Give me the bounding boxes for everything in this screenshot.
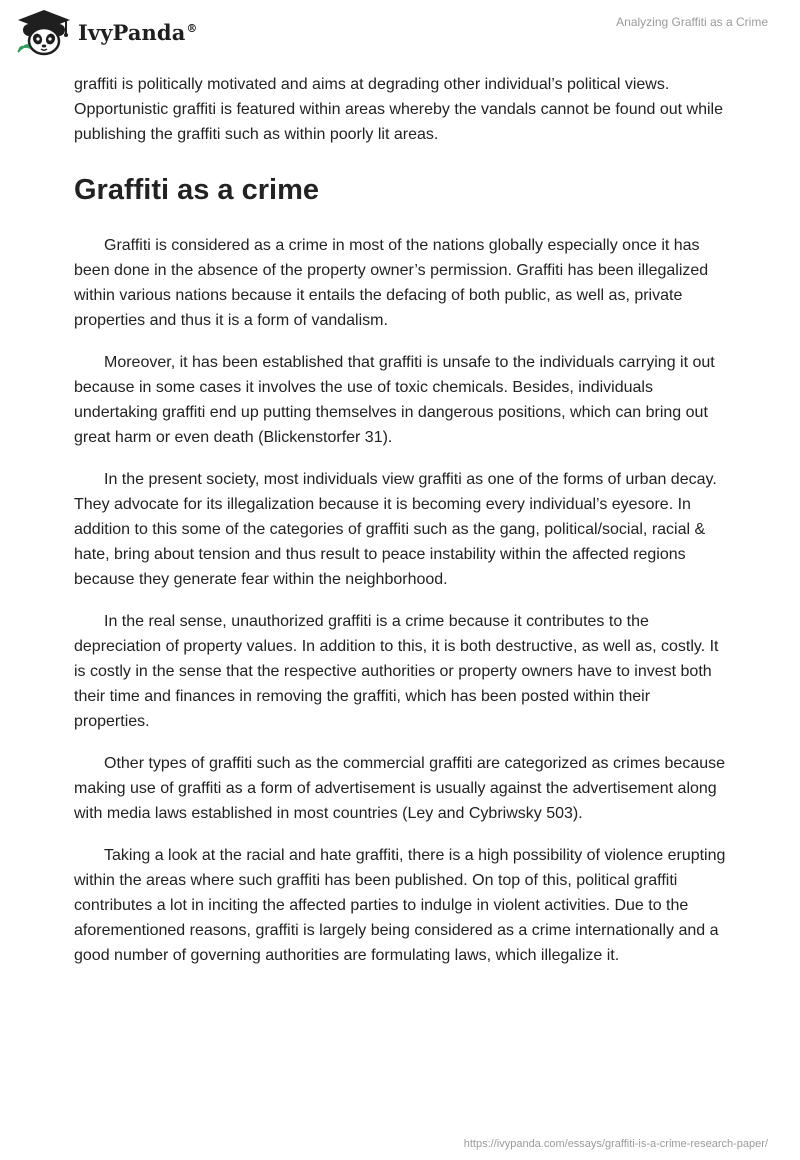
body-paragraph: Taking a look at the racial and hate graffiti, there is a high possibility of violence erupting within the areas where such graffiti has been published. On top of this, political graffiti contributes a lot in inciting the affected parties to indulge in violent activities. Due to the aforementioned reasons, graffiti is largely being considered as a crime internationally and a good number of governing authorities are formulating laws, which illegalize it. xyxy=(74,847,726,964)
logo-text xyxy=(78,20,198,45)
ivypanda-logo[interactable] xyxy=(14,8,198,58)
body-paragraph: Other types of graffiti such as the commercial graffiti are categorized as crimes because making use of graffiti as a form of advertisement is usually against the advertisement along with media laws established in most countries (Ley and Cybriwsky 503). xyxy=(74,755,726,822)
logo-wordmark: IvyPanda xyxy=(78,20,186,45)
panda-graduate-icon xyxy=(14,8,74,58)
registered-mark: ® xyxy=(186,22,198,35)
body-paragraph: In the present society, most individuals view graffiti as one of the forms of urban decay. They advocate for its illegalization because it is becoming every individual’s eyesore. In addition to this some of the categories of graffiti such as the gang, political/social, racial & hate, bring about tension and thus result to peace instability within the affected regions because they generate fear within the neighborhood. xyxy=(74,471,717,588)
body-paragraph: In the real sense, unauthorized graffiti is a crime because it contributes to the depreciation of property values. In addition to this, it is both destructive, as well as, costly. It is costly in the sense that the respective authorities or property owners have to invest both their time and finances in removing the graffiti, which has been posted within their properties. xyxy=(74,613,719,730)
document-title: Analyzing Graffiti as a Crime xyxy=(616,15,768,29)
section-heading: Graffiti as a crime xyxy=(74,174,319,206)
page-header xyxy=(0,0,800,60)
body-paragraph: Graffiti is considered as a crime in most of the nations globally especially once it has been done in the absence of the property owner’s permission. Graffiti has been illegalized within various nations because it entails the defacing of both public, as well as, private properties and thus it is a form of vandalism. xyxy=(74,237,709,329)
source-url[interactable]: https://ivypanda.com/essays/graffiti-is-a-crime-research-paper/ xyxy=(463,1138,768,1150)
lead-paragraph: graffiti is politically motivated and aims at degrading other individual’s political views. Opportunistic graffiti is featured within areas whereby the vandals cannot be found out while publishing the graffiti such as within poorly lit areas. xyxy=(74,76,723,143)
body-paragraph: Moreover, it has been established that graffiti is unsafe to the individuals carrying it out because in some cases it involves the use of toxic chemicals. Besides, individuals undertaking graffiti end up putting themselves in dangerous positions, which can bring out great harm or even death (Blickenstorfer 31). xyxy=(74,354,715,446)
essay-content xyxy=(74,72,730,985)
